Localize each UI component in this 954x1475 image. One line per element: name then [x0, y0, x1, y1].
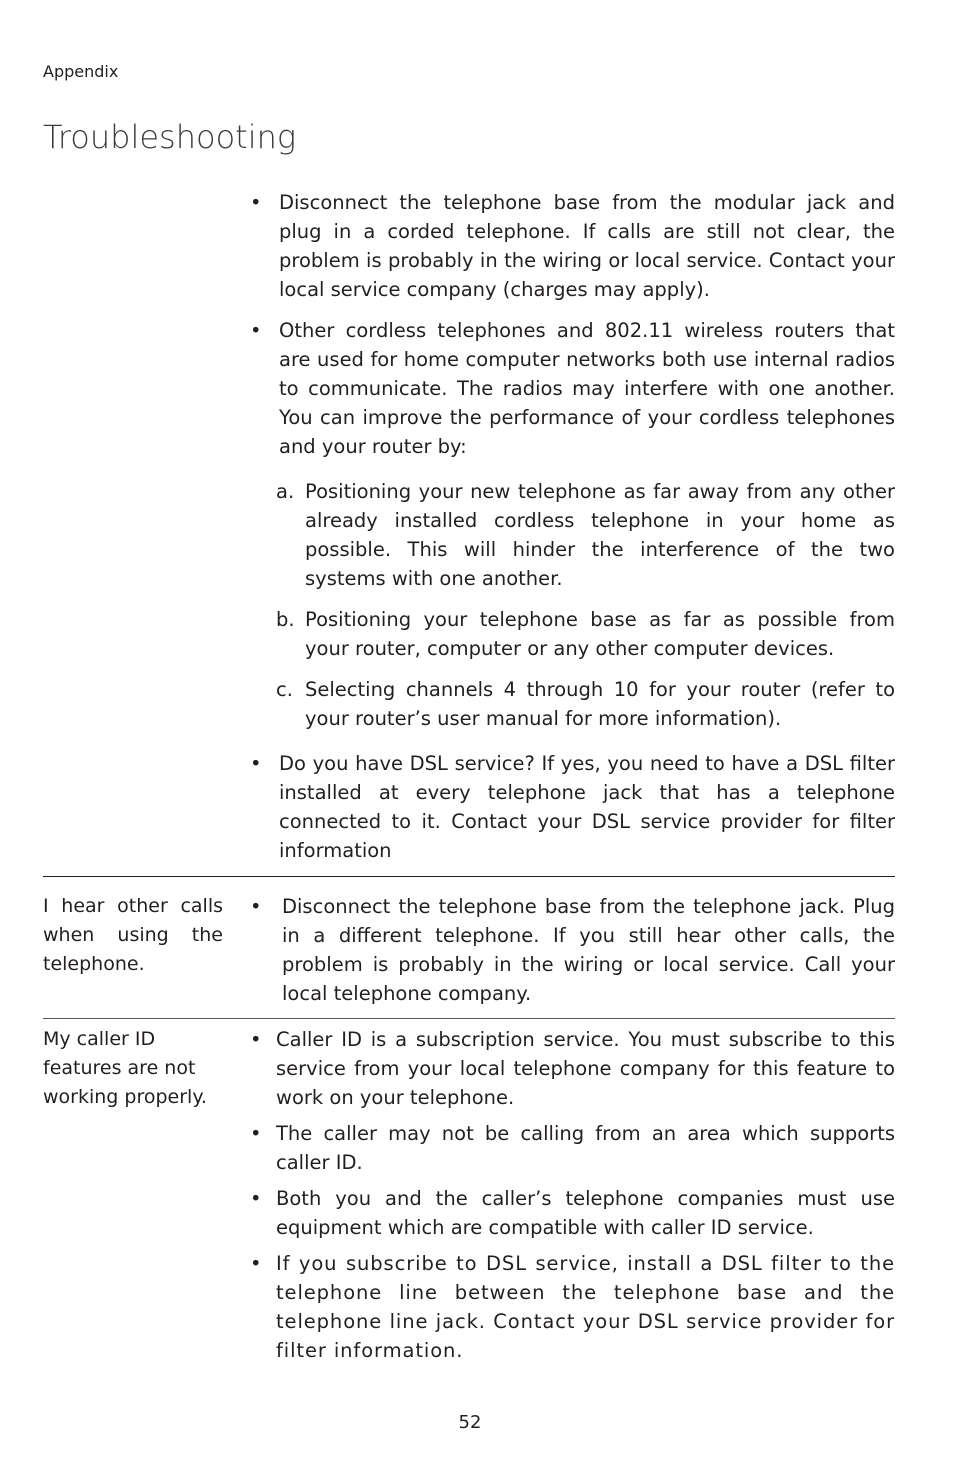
other-calls-answers: [250, 892, 895, 1020]
sub-item-text: Selecting channels 4 through 10 for your router (refer to your router’s user manual for more information).: [305, 678, 895, 730]
bullet-icon: •: [250, 1028, 262, 1051]
list-item-text: Do you have DSL service? If yes, you need to have a DSL filter installed at every telephone jack that has a telephone connected to it. Contact your DSL service provider for filter information: [279, 752, 895, 862]
list-item-text: If you subscribe to DSL service, install a DSL filter to the telephone line between the telephone base and the telephone line jack. Contact your DSL service provider for filter information.: [276, 1252, 895, 1362]
list-item-text: Other cordless telephones and 802.11 wireless routers that are used for home computer networks both use internal radios to communicate. The radios may interfere with one another. You can improve the performance of your cordless telephones and your router by:: [279, 319, 895, 458]
list-item: [250, 1025, 895, 1112]
bullet-icon: •: [250, 1252, 263, 1275]
list-item-text: Caller ID is a subscription service. You must subscribe to this service from your local telephone company for this feature to work on your telephone.: [276, 1028, 895, 1109]
sub-item: [250, 477, 895, 593]
sub-item-letter: b.: [276, 608, 295, 631]
issue-label: My caller ID features are not working properly.: [43, 1028, 207, 1108]
list-item: [250, 188, 895, 304]
continued-answers: [250, 188, 895, 877]
page-number: 52: [458, 1412, 482, 1433]
sub-item: [250, 605, 895, 663]
bullet-icon: •: [250, 1187, 262, 1210]
list-item-text: Disconnect the telephone base from the telephone jack. Plug in a different telephone. If you still hear other calls, the problem is probably in the wiring or local service. Call your local telephone company.: [282, 895, 895, 1005]
list-item-text: Disconnect the telephone base from the modular jack and plug in a corded telephone. If calls are still not clear, the problem is probably in the wiring or local service. Contact your local service company (charges may apply).: [279, 191, 895, 301]
list-item: [250, 1119, 895, 1177]
section-divider: [43, 876, 895, 877]
caller-id-answers: [250, 1025, 895, 1377]
bullet-icon: •: [250, 191, 262, 214]
list-item: [250, 316, 895, 461]
list-item-text: The caller may not be calling from an area which supports caller ID.: [276, 1122, 895, 1174]
sub-item-letter: a.: [276, 480, 295, 503]
list-item: [250, 1184, 895, 1242]
list-item: [250, 892, 895, 1008]
list-item-text: Both you and the caller’s telephone companies must use equipment which are compatible with caller ID service.: [276, 1187, 895, 1239]
list-item: [250, 1249, 895, 1365]
issue-label: I hear other calls when using the telephone.: [43, 895, 223, 975]
sub-item-text: Positioning your new telephone as far away from any other already installed cordless telephone in your home as possible. This will hinder the interference of the two systems with one another.: [305, 480, 895, 590]
sub-item-text: Positioning your telephone base as far as possible from your router, computer or any other computer devices.: [305, 608, 895, 660]
list-item: [250, 749, 895, 865]
bullet-icon: •: [250, 752, 262, 775]
section-divider: [43, 1018, 895, 1019]
bullet-icon: •: [250, 895, 262, 918]
bullet-icon: •: [250, 319, 262, 342]
bullet-icon: •: [250, 1122, 262, 1145]
sub-item: [250, 675, 895, 733]
sub-item-letter: c.: [276, 678, 293, 701]
page-title: Troubleshooting: [43, 118, 297, 156]
section-label: Appendix: [43, 62, 119, 81]
